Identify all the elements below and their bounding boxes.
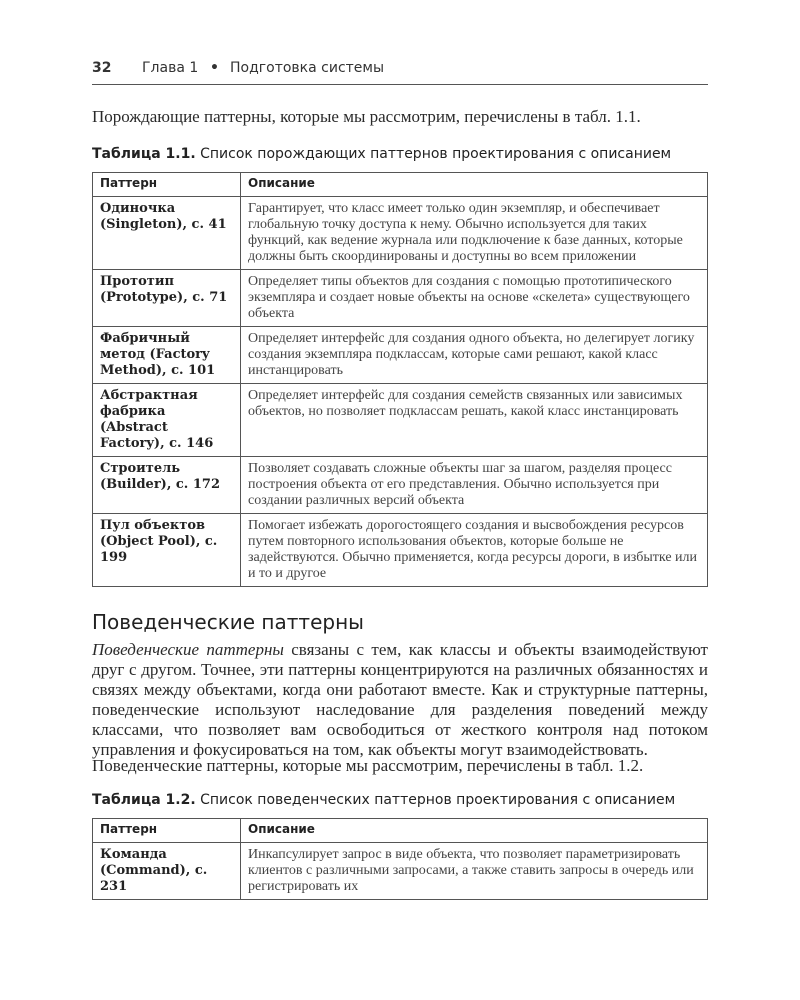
table-row bbox=[93, 384, 708, 457]
table1-caption-text: Список порождающих паттернов проектирования с описанием bbox=[195, 146, 672, 162]
chapter-label: Глава 1 bbox=[142, 60, 199, 76]
table2-caption-text: Список поведенческих паттернов проектирования с описанием bbox=[195, 792, 676, 808]
pattern-name: Прототип (Prototype), с. 71 bbox=[93, 270, 241, 327]
behavioral-term: Поведенческие паттерны bbox=[92, 640, 284, 659]
page-number: 32 bbox=[92, 60, 112, 76]
table1-caption bbox=[92, 146, 708, 162]
pattern-description: Помогает избежать дорогостоящего создания и высвобождения ресурсов путем повторного использования объектов, которые больше не задействуются. Обычно применяется, когда ресурсы дороги, в избытке или и то и другое bbox=[241, 514, 708, 587]
column-header-description: Описание bbox=[241, 173, 708, 197]
table-row bbox=[93, 514, 708, 587]
table2-caption-label: Таблица 1.2. bbox=[92, 792, 196, 808]
pattern-description: Гарантирует, что класс имеет только один экземпляр, и обеспечивает глобальную точку доступа к нему. Обычно используется для таких функций, как ведение журнала или подключение к базе данных, которые должны быть скоординированы и доступны во всем приложении bbox=[241, 197, 708, 270]
pattern-description: Позволяет создавать сложные объекты шаг за шагом, разделяя процесс построения объекта от его представления. Обычно используется при создании различных версий объекта bbox=[241, 457, 708, 514]
table1-caption-label: Таблица 1.1. bbox=[92, 146, 196, 162]
creational-patterns-table bbox=[92, 172, 708, 587]
table-row bbox=[93, 270, 708, 327]
intro-paragraph: Порождающие паттерны, которые мы рассмотрим, перечислены в табл. 1.1. bbox=[92, 107, 641, 126]
pattern-name: Строитель (Builder), с. 172 bbox=[93, 457, 241, 514]
table-header-row bbox=[93, 819, 708, 843]
pattern-description: Инкапсулирует запрос в виде объекта, что позволяет параметризировать клиентов с различными запросами, а также ставить запросы в очередь или регистрировать их bbox=[241, 843, 708, 900]
pattern-name: Команда (Command), с. 231 bbox=[93, 843, 241, 900]
table-row bbox=[93, 327, 708, 384]
column-header-pattern: Паттерн bbox=[93, 173, 241, 197]
pattern-description: Определяет типы объектов для создания с помощью прототипического экземпляра и создает новые объекты на основе «скелета» существующего объекта bbox=[241, 270, 708, 327]
pattern-description: Определяет интерфейс для создания одного объекта, но делегирует логику создания экземпляра подклассам, которые сами решают, какой класс инстанцировать bbox=[241, 327, 708, 384]
second-intro-paragraph: Поведенческие паттерны, которые мы рассмотрим, перечислены в табл. 1.2. bbox=[92, 756, 644, 775]
column-header-pattern: Паттерн bbox=[93, 819, 241, 843]
pattern-name: Одиночка (Singleton), с. 41 bbox=[93, 197, 241, 270]
running-header bbox=[92, 56, 708, 85]
behavioral-paragraph bbox=[92, 640, 708, 760]
table2-caption bbox=[92, 792, 708, 808]
pattern-description: Определяет интерфейс для создания семейств связанных или зависимых объектов, но позволяет подклассам решать, какой класс инстанцировать bbox=[241, 384, 708, 457]
column-header-description: Описание bbox=[241, 819, 708, 843]
behavioral-text: связаны с тем, как классы и объекты взаимодействуют друг с другом. Точнее, эти паттерны концентрируются на различных обязанностях и связях между объектами, когда они работают вместе. Как и структурные паттерны, поведенческие используют наследование для разделения поведений между классами, что позволяет вам освободиться от жесткого контроля над потоком управления и фокусироваться на том, как объекты могут взаимодействовать. bbox=[92, 640, 708, 759]
behavioral-patterns-table bbox=[92, 818, 708, 900]
pattern-name: Пул объектов (Object Pool), с. 199 bbox=[93, 514, 241, 587]
table-header-row bbox=[93, 173, 708, 197]
header-bullet: • bbox=[210, 60, 219, 76]
table-row bbox=[93, 843, 708, 900]
pattern-name: Абстрактная фабрика (Abstract Factory), с. 146 bbox=[93, 384, 241, 457]
table-row bbox=[93, 457, 708, 514]
pattern-name: Фабричный метод (Factory Method), с. 101 bbox=[93, 327, 241, 384]
chapter-title: Подготовка системы bbox=[230, 60, 385, 76]
section-heading: Поведенческие паттерны bbox=[92, 610, 364, 634]
table-row bbox=[93, 197, 708, 270]
